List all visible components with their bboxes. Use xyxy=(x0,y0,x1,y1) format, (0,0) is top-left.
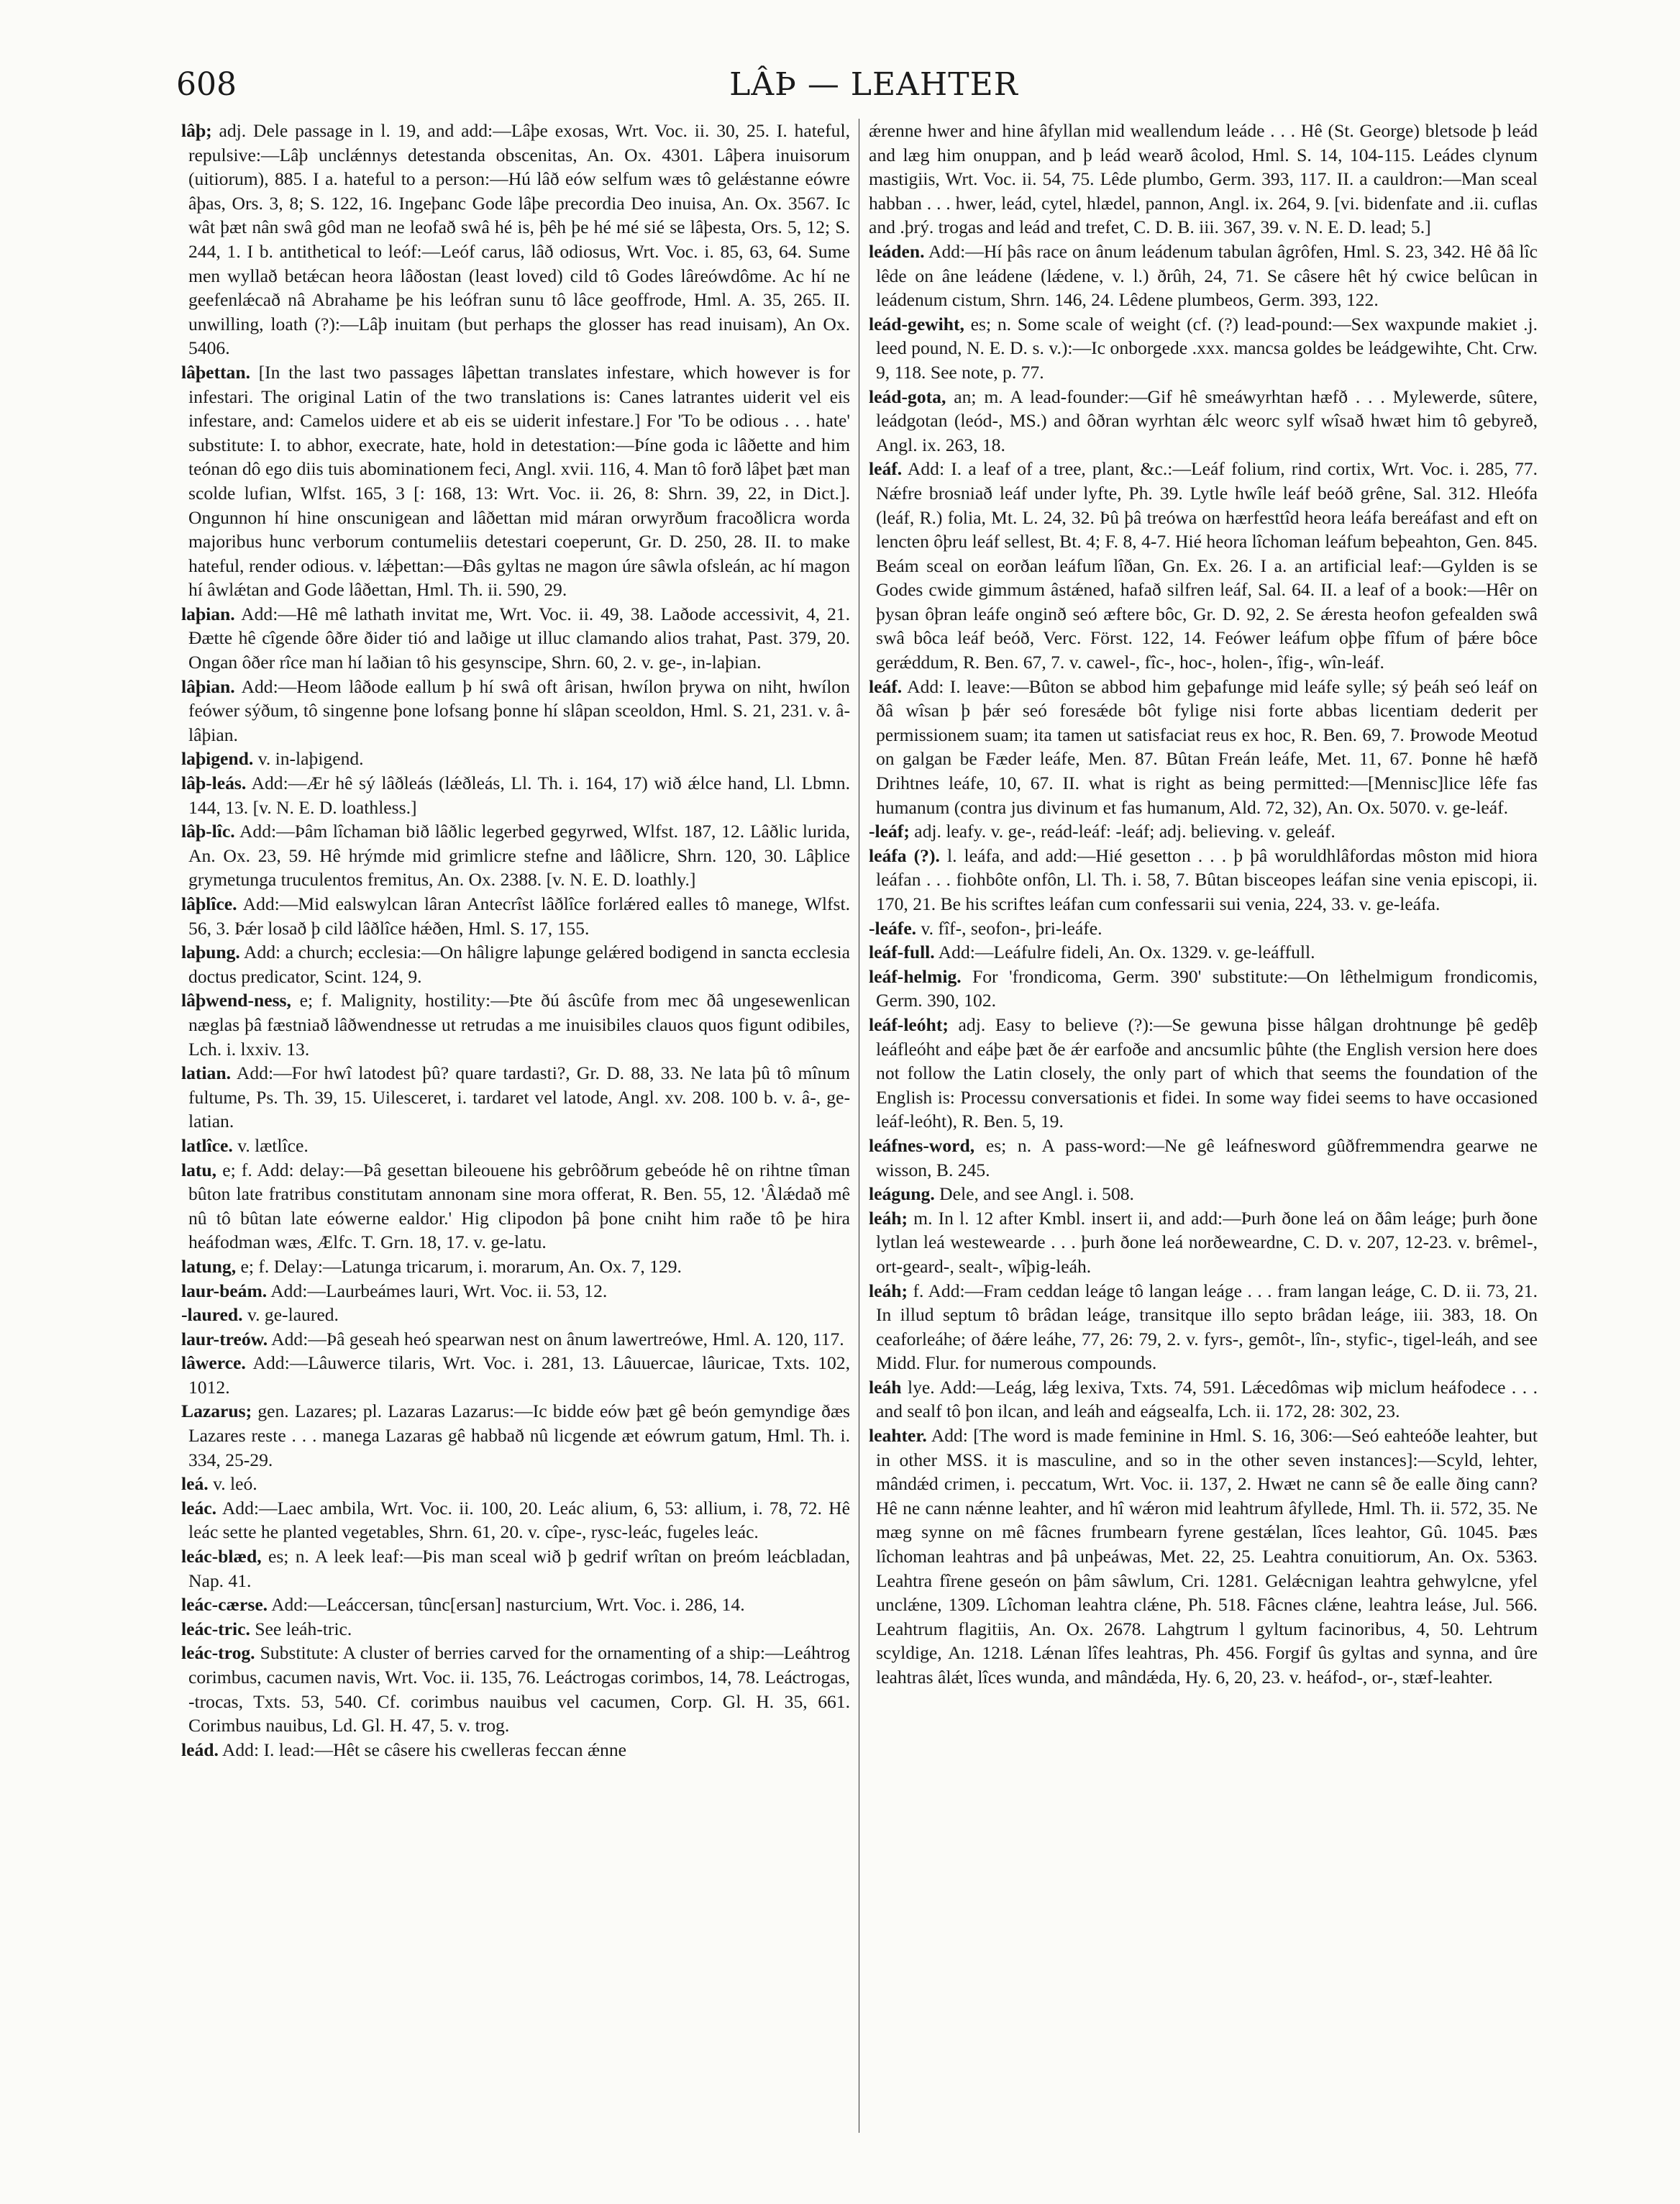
dictionary-entry xyxy=(181,1134,850,1158)
entry-text: e; f. Malignity, hostility:—Þte ðú âscûfe from mec ðâ ungesewenlican næglas þâ fæstniað lâðwendnesse ut retrudas a me inuisibiles clauos quos figunt odibiles, Lch. i. lxxiv. 13. xyxy=(188,990,850,1060)
entry-text: Add:—For hwî latodest þû? quare tardasti?, Gr. D. 88, 33. Ne lata þû tô mînum fultume, Ps. Th. 39, 15. Uilesceret, i. tardaret vel latode, Angl. xv. 208. 100 b. v. â-, ge-latian. xyxy=(188,1062,850,1132)
headword: latu, xyxy=(181,1159,217,1180)
dictionary-entry xyxy=(181,892,850,940)
entry-text: ǽrenne hwer and hine âfyllan mid weallendum leáde . . . Hê (St. George) bletsode þ leád and læg him onuppan, and þ leád wearð âcolod, Hml. S. 14, 104-115. Leádes clynum mastigiis, Wrt. Voc. ii. 54, 75. Lêde plumbo, Germ. 393, 117. II. a cauldron:—Man sceal habban . . . hwer, leád, cytel, hlædel, pannon, Angl. ix. 264, 9. [vi. bidenfate and .ii. cuflas and .þrý. trogas and leád and trefet, C. D. B. iii. 367, 39. v. N. E. D. lead; 5.] xyxy=(869,120,1538,238)
dictionary-entry xyxy=(869,1013,1538,1134)
headword: lâþlîce. xyxy=(181,893,237,914)
headword: latian. xyxy=(181,1062,231,1084)
headword: leágung. xyxy=(869,1183,935,1205)
entry-text: e; f. Add: delay:—Þâ gesettan bileouene his gebrôðrum gebeóde hê on rihtne tîman bûton late fratribus constitutam annonam sine mora offerat, R. Ben. 55, 12. 'Âlǽdað mê nû tô bûtan late eówerne ealdor.' Hig clipodon þâ þone cniht him raðe tô þe hira heáfodman wæs, Ælfc. T. Grn. 18, 17. v. ge-latu. xyxy=(188,1159,850,1253)
entry-text: lye. Add:—Leág, lǽg lexiva, Txts. 74, 591. Lǽcedômas wiþ miclum heáfodece . . . and sealf tô þon ilcan, and leáh and eágsealfa, Lch. ii. 172, 28: 302, 23. xyxy=(876,1376,1538,1422)
headword: laþigend. xyxy=(181,748,254,770)
entry-text: See leáh-tric. xyxy=(255,1618,352,1639)
dictionary-entry xyxy=(181,1544,850,1593)
headword: leá. xyxy=(181,1473,209,1495)
headword: leáf-leóht; xyxy=(869,1014,949,1035)
headword: -leáfe. xyxy=(869,917,917,939)
entry-text: f. Add:—Fram ceddan leáge tô langan leáge . . . fram langan leáge, C. D. ii. 73, 21. In illud septum tô brâdan leáge, transitque illo septo brâdan leáge, iii. 383, 18. On ceaforleáhe; of ðǽre leáhe, 77, 26: 79, 2. v. fyrs-, gemôt-, lîn-, styfic-, tigel-leáh, and see Midd. Flur. for numerous compounds. xyxy=(876,1280,1538,1374)
dictionary-entry xyxy=(181,1641,850,1737)
entry-text: Add:—Mid ealswylcan lâran Antecrîst lâðlîce forlǽred ealles tô manege, Wlfst. 56, 3. Þǽr losað þ cild lâðlîce hǽðen, Hml. S. 17, 155. xyxy=(188,893,850,939)
left-column xyxy=(181,119,850,1762)
entry-text: v. fîf-, seofon-, þri-leáfe. xyxy=(921,917,1102,939)
headword: lâwerce. xyxy=(181,1352,246,1374)
page-header xyxy=(176,66,1571,109)
dictionary-entry xyxy=(181,675,850,747)
dictionary-entry xyxy=(181,988,850,1061)
headword: -laured. xyxy=(181,1304,243,1326)
dictionary-entry xyxy=(181,602,850,675)
entry-text: m. In l. 12 after Kmbl. insert ii, and add:—Þurh ðone leá on ðâm leáge; þurh ðone lytlan leá westewearde . . . þurh ðone leá norðeweardne, C. D. v. 207, 12-23. v. brêmel-, ort-geard-, sealt-, wîþig-leáh. xyxy=(876,1207,1538,1277)
entry-text: Add:—Ær hê sý lâðleás (lǽðleás, Ll. Th. i. 164, 17) wið ǽlce hand, Ll. Lbmn. 144, 13. [v. N. E. D. loathless.] xyxy=(188,773,850,818)
headword: leáf. xyxy=(869,458,903,480)
entry-text: Add:—Þâm lîchaman bið lâðlic legerbed gegyrwed, Wlfst. 187, 12. Lâðlic lurida, An. Ox. 23, 59. Hê hrýmde mid grimlicre stefne and lâðlicre, Shrn. 120, 30. Lâþlice grymetunga truculentos fremitus, An. Ox. 2388. [v. N. E. D. loathly.] xyxy=(188,821,850,891)
headword: leác-tric. xyxy=(181,1618,250,1639)
entry-text: Add:—Lâuwerce tilaris, Wrt. Voc. i. 281, 13. Lâuuercae, lâuricae, Txts. 102, 1012. xyxy=(188,1352,850,1398)
entry-text: v. ge-laured. xyxy=(247,1304,339,1326)
dictionary-entry xyxy=(181,1496,850,1544)
entry-text: Add: I. a leaf of a tree, plant, &c.:—Leáf folium, rind cortix, Wrt. Voc. i. 285, 77. Nǽfre brosniað leáf under lyfte, Ph. 39. Lytle hwîle leáf beóð grêne, Sal. 312. Hleófa (leáf, R.) folia, Mt. L. 24, 32. Þû þâ treówa on hærfesttîd heora leáfa bereáfast and eft on lencten ôþru leáf sellest, Bt. 4; F. 8, 4-7. Hié heora lîchoman leáfum beþeahton, Gen. 845. Beám sceal on eorðan leáfum lîðan, Gn. Ex. 26. I a. an artificial leaf:—Gylden is se Godes cwide gimmum âstǽned, hafað silfren leáf, Sal. 64. II. a leaf of a book:—Hêr on þysan ôþran leáfe onginð seó æftere bôc, Gr. D. 92, 2. Se ǽresta heofon gefealden swâ swâ bôca leáf beóð, Verc. Först. 122, 14. Feówer leáfum oþþe fîfum of þǽre bôce gerǽddum, R. Ben. 67, 7. v. cawel-, fîc-, hoc-, holen-, îfig-, wîn-leáf. xyxy=(876,458,1538,673)
dictionary-entry xyxy=(181,1254,850,1279)
headword: Lazarus; xyxy=(181,1401,252,1422)
dictionary-entry xyxy=(869,1182,1538,1206)
page-number: 608 xyxy=(176,66,237,103)
headword: leác-blæd, xyxy=(181,1546,262,1567)
entry-text: Add: [The word is made feminine in Hml. S. 16, 306:—Seó eahteóðe leahter, but in other MSS. it is masculine, and so in the other seven instances]:—Scyld, lehter, mândǽd crimen, i. peccatum, Wrt. Voc. ii. 137, 2. Hwæt ne cann sê ðe ealle ðing cann? Hê ne cann nǽnne leahter, and hî wǽron mid leahtrum âfyllede, Hml. Th. ii. 572, 35. Ne mæg synne on mê fâcnes frumbearn fyrene gestǽlan, lîces leahtor, Gû. 1045. Þæs lîchoman leahtras and þâ unþeáwas, Met. 22, 25. Leahtra conuitiorum, An. Ox. 5363. Leahtra fîrene geseón on þâm sâwlum, Cri. 1281. Gelǽcnigan leahtra gehwylcne, yfel unclǽne, 1309. Lîchoman leahtra clǽne, Ph. 518. Fâcnes clǽne, leahtra leáse, Jul. 566. Leahtrum flagitiis, An. Ox. 2678. Lahgtrum l gyltum facinoribus, 4, 50. Lehtrum scyldige, An. 1218. Lǽnan lîfes leahtras, Ph. 456. Forgif ûs gyltas and synna, and ûre leahtras âlǽt, lîces wunda, and mândǽda, Hy. 6, 20, 23. v. heáfod-, or-, stæf-leahter. xyxy=(876,1425,1538,1688)
dictionary-entry xyxy=(181,1061,850,1134)
headword: leáfnes-word, xyxy=(869,1134,975,1156)
entry-text: v. leó. xyxy=(213,1473,257,1495)
dictionary-entry xyxy=(181,1158,850,1254)
entry-text: adj. leafy. v. ge-, reád-leáf: -leáf; adj. believing. v. geleáf. xyxy=(914,821,1336,842)
dictionary-entry xyxy=(869,965,1538,1013)
entry-text: v. in-laþigend. xyxy=(257,748,364,770)
entry-text: es; n. A leek leaf:—Þis man sceal wið þ gedrif wrîtan on þreóm leácbladan, Nap. 41. xyxy=(188,1546,851,1591)
entry-text: es; n. A pass-word:—Ne gê leáfnesword gûðfremmendra gearwe ne wisson, B. 245. xyxy=(876,1134,1538,1180)
dictionary-entry xyxy=(181,119,850,360)
dictionary-entry xyxy=(181,747,850,771)
entry-text: Add:—Heom lâðode eallum þ hí swâ oft ârisan, hwílon þrywa on niht, hwílon feówer sýðum, tô singenne þone lofsang þonne hí slâpan sceoldon, Hml. S. 21, 231. v. â-lâþian. xyxy=(188,675,850,745)
dictionary-entry xyxy=(869,1134,1538,1182)
headword: leád. xyxy=(181,1739,219,1760)
dictionary-entry xyxy=(869,916,1538,941)
entry-text: Add: a church; ecclesia:—On hâligre laþunge gelǽred bodigend in sancta ecclesia doctus predicator, Scint. 124, 9. xyxy=(188,942,850,987)
entry-text: Add:—Laec ambila, Wrt. Voc. ii. 100, 20. Leác alium, 6, 53: allium, i. 78, 72. Hê leác sette he planted vegetables, Shrn. 61, 20. v. cîpe-, rysc-leác, fugeles leác. xyxy=(188,1497,850,1543)
headword: leáh; xyxy=(869,1207,908,1229)
running-head: LÂÞ — LEAHTER xyxy=(729,66,1018,103)
entry-text: adj. Dele passage in l. 19, and add:—Lâþe exosas, Wrt. Voc. ii. 30, 25. I. hateful, repulsive:—Lâþ unclǽnnys detestanda obscenitas, An. Ox. 4301. Lâþera inuisorum (uitiorum), 885. I a. hateful to a person:—Hú lâð eów selfum wæs tô gelǽstanne eówre âþas, Ors. 3, 8; S. 122, 16. Ingeþanc Gode lâþe precordia Deo inuisa, An. Ox. 3567. Ic wât þæt nân swâ gôd man ne leofað swâ hé is, þêh þe hé mé sié se lâþesta, Ors. 5, 12; S. 244, 1. I b. antithetical to leóf:—Leóf carus, lâð odiosus, Wrt. Voc. i. 85, 63, 64. Sume men wyllað betǽcan heora lâðostan (least loved) cild tô Godes lâreówdôme. Ac hí ne geefenlǽcað nâ Abrahame þe his leófran sunu tô lâce geoffrode, Hml. A. 35, 265. II. unwilling, loath (?):—Lâþ inuitam (but perhaps the glosser has read inuisam), An Ox. 5406. xyxy=(188,120,850,359)
entry-text: Add:—Leáccersan, tûnc[ersan] nasturcium, Wrt. Voc. i. 286, 14. xyxy=(271,1594,745,1616)
headword: lâþ-lîc. xyxy=(181,821,235,842)
headword: leác-cærse. xyxy=(181,1594,268,1616)
headword: leác-trog. xyxy=(181,1642,255,1664)
dictionary-entry xyxy=(181,1617,850,1641)
dictionary-entry xyxy=(869,119,1538,240)
dictionary-entry xyxy=(181,360,850,602)
dictionary-entry xyxy=(181,771,850,819)
headword: leáden. xyxy=(869,240,925,262)
entry-text: Add:—Leáfulre fideli, An. Ox. 1329. v. ge-leáffull. xyxy=(938,942,1315,963)
entry-text: es; n. Some scale of weight (cf. (?) lead-pound:—Sex waxpunde makiet .j. leed pound, N. E. D. s. v.):—Ic onborgede .xxx. mancsa goldes be leádgewihte, Cht. Crw. 9, 118. See note, p. 77. xyxy=(876,313,1538,383)
dictionary-entry xyxy=(181,1303,850,1327)
dictionary-entry xyxy=(181,1593,850,1617)
headword: latung, xyxy=(181,1255,237,1277)
dictionary-entry xyxy=(869,819,1538,844)
dictionary-entry xyxy=(181,1399,850,1472)
entry-text: Add: I. leave:—Bûton se abbod him geþafunge mid leáfe sylle; sý þeáh seó leáf on ðâ wîsan þ þǽr seó foresǽde bôt fylige nisi forte abbas licentiam dederit per permissionem suam; ita tamen ut satisfaciat reus ex hoc, R. Ben. 69, 7. Þrowode Meotud on galgan be Fæder leáfe, Men. 87. Bûtan Freán leáfe, Met. 11, 67. Þonne hê hæfð Drihtnes leáfe, 10, 67. II. what is right as being permitted:—[Mennisc]lice lêfe fas humanum (contra jus divinum et fas humanum, Ald. 72, 32), An. Ox. 5070. v. ge-leáf. xyxy=(876,675,1538,818)
headword: laþian. xyxy=(181,603,235,624)
headword: leahter. xyxy=(869,1425,927,1447)
headword: leáf-full. xyxy=(869,942,935,963)
entry-text: an; m. A lead-founder:—Gif hê smeáwyrhtan hæfð . . . Mylewerde, sûtere, leádgotan (leód-, MS.) and ôðran wyrhtan ǽlc weorc sylf wîsað hwæt him tô gebyreð, Angl. ix. 263, 18. xyxy=(876,386,1538,455)
headword: lâþ-leás. xyxy=(181,773,247,794)
headword: leád-gota, xyxy=(869,386,946,407)
headword: leáh xyxy=(869,1376,902,1398)
headword: lâþ; xyxy=(181,120,212,141)
dictionary-entry xyxy=(181,819,850,892)
headword: leád-gewiht, xyxy=(869,313,964,334)
dictionary-entry xyxy=(181,1738,850,1762)
headword: latlîce. xyxy=(181,1134,233,1156)
dictionary-entry xyxy=(869,1279,1538,1375)
dictionary-entry xyxy=(869,457,1538,674)
right-column xyxy=(869,119,1538,1690)
dictionary-entry xyxy=(181,940,850,988)
dictionary-entry xyxy=(181,1472,850,1496)
headword: leáh; xyxy=(869,1280,908,1301)
headword: leáfa (?). xyxy=(869,844,940,866)
entry-text: gen. Lazares; pl. Lazaras Lazarus:—Ic bidde eów þæt gê beón gemyndige ðæs Lazares reste . . . manega Lazaras gê habbað nû licgende æt eówrum gatum, Hml. Th. i. 334, 25-29. xyxy=(188,1401,851,1470)
dictionary-entry xyxy=(869,312,1538,385)
entry-text: Add:—Hí þâs race on ânum leádenum tabulan âgrôfen, Hml. S. 23, 342. Hê ðâ lîc lêde on âne leádene (lǽdene, v. l.) ðrûh, 24, 71. Se câsere hêt hý cwice belûcan in leádenum cistum, Shrn. 146, 24. Lêdene plumbeos, Germ. 393, 122. xyxy=(876,240,1538,311)
dictionary-entry xyxy=(869,240,1538,312)
dictionary-entry xyxy=(869,1206,1538,1279)
entry-text: e; f. Delay:—Latunga tricarum, i. morarum, An. Ox. 7, 129. xyxy=(240,1255,682,1277)
headword: leáf-helmig. xyxy=(869,965,962,987)
entry-text: v. lætlîce. xyxy=(237,1134,309,1156)
dictionary-entry xyxy=(181,1327,850,1352)
dictionary-entry xyxy=(869,1375,1538,1424)
entry-text: For 'frondicoma, Germ. 390' substitute:—On lêthelmigum frondicomis, Germ. 390, 102. xyxy=(876,965,1538,1011)
headword: laur-treów. xyxy=(181,1328,268,1349)
dictionary-entry xyxy=(869,385,1538,457)
entry-text: Add:—Þâ geseah heó spearwan nest on ânum lawertreówe, Hml. A. 120, 117. xyxy=(271,1328,844,1349)
entry-text: Dele, and see Angl. i. 508. xyxy=(939,1183,1134,1205)
entry-text: Add:—Hê mê lathath invitat me, Wrt. Voc. ii. 49, 38. Laðode accessivit, 4, 21. Ðætte hê cîgende ôðre ðider tió and laðige ut illuc clamando alios trahat, Past. 379, 20. Ongan ôðer rîce man hí laðian tô his gesynscipe, Shrn. 60, 2. v. ge-, in-laþian. xyxy=(188,603,850,673)
headword: lâþettan. xyxy=(181,361,250,383)
entry-text: Add:—Laurbeámes lauri, Wrt. Voc. ii. 53, 12. xyxy=(270,1280,608,1301)
entry-text: Substitute: A cluster of berries carved for the ornamenting of a ship:—Leáhtrog corimbus, cacumen navis, Wrt. Voc. ii. 135, 76. Leáctrogas corimbos, 14, 78. Leáctrogas, -trocas, Txts. 53, 540. Cf. corimbus nauibus vel cacumen, Corp. Gl. H. 35, 661. Corimbus nauibus, Ld. Gl. H. 47, 5. v. trog. xyxy=(188,1642,850,1736)
headword: leác. xyxy=(181,1497,217,1518)
headword: laur-beám. xyxy=(181,1280,268,1301)
entry-text: l. leáfa, and add:—Hié gesetton . . . þ þâ woruldhlâfordas môston mid hiora leáfan . . . fiohbôte onfôn, Ll. Th. i. 58, 7. Bûtan bisceopes leáfan sine venia episcopi, ii. 170, 21. Be his scriftes leáfan cum confessarii sui venia, 224, 33. v. ge-leáfa. xyxy=(876,844,1538,914)
dictionary-entry xyxy=(869,844,1538,916)
dictionary-entry xyxy=(869,940,1538,965)
headword: -leáf; xyxy=(869,821,910,842)
entry-text: [In the last two passages lâþettan translates infestare, which however is for infestari. The original Latin of the two translations is: Canes latrantes uiderit vel eis infestare, and: Camelos uidere et ab eis se uiderit infestare.] For 'To be odious . . . hate' substitute: I. to abhor, execrate, hate, hold in detestation:—Þíne goda ic lâðette and him teónan dô ego diis tuis abominationem feci, Angl. xvii. 116, 4. Man tô forð lâþet þæt man scolde lufian, Wlfst. 165, 3 [: 168, 13: Wrt. Voc. ii. 26, 8: Shrn. 39, 22, in Dict.]. Ongunnon hí hine onscunigean and lâðettan mid máran orwyrðum fracoðlicra worda majoribus hunc verborum contumeliis detestari coeperunt, Gr. D. 250, 28. II. to make hateful, render odious. v. lǽþettan:—Ðâs gyltas ne magon úre sâwla ofsleán, ac hí magon hí âwlǽtan and Gode lâðettan, Hml. Th. ii. 590, 29. xyxy=(188,361,850,601)
dictionary-entry xyxy=(869,675,1538,820)
headword: leáf. xyxy=(869,675,903,697)
dictionary-entry xyxy=(869,1424,1538,1690)
headword: laþung. xyxy=(181,942,240,963)
dictionary-entry xyxy=(181,1351,850,1399)
headword: lâþian. xyxy=(181,675,235,697)
dictionary-entry xyxy=(181,1279,850,1303)
entry-text: Add: I. lead:—Hêt se câsere his cwelleras feccan ǽnne xyxy=(222,1739,627,1760)
headword: lâþwend-ness, xyxy=(181,990,291,1011)
entry-text: adj. Easy to believe (?):—Se gewuna þisse hâlgan drohtnunge þê gedêþ leáfleóht and eáþe þæt ðe ǽr earfoðe and ancsumlic þûhte (the English version here does not follow the Latin closely, the only part of which that seems the foundation of the English is: Processu conversationis et fidei. In some way fidei seems to have occasioned leáf-leóht), R. Ben. 5, 19. xyxy=(876,1014,1538,1132)
